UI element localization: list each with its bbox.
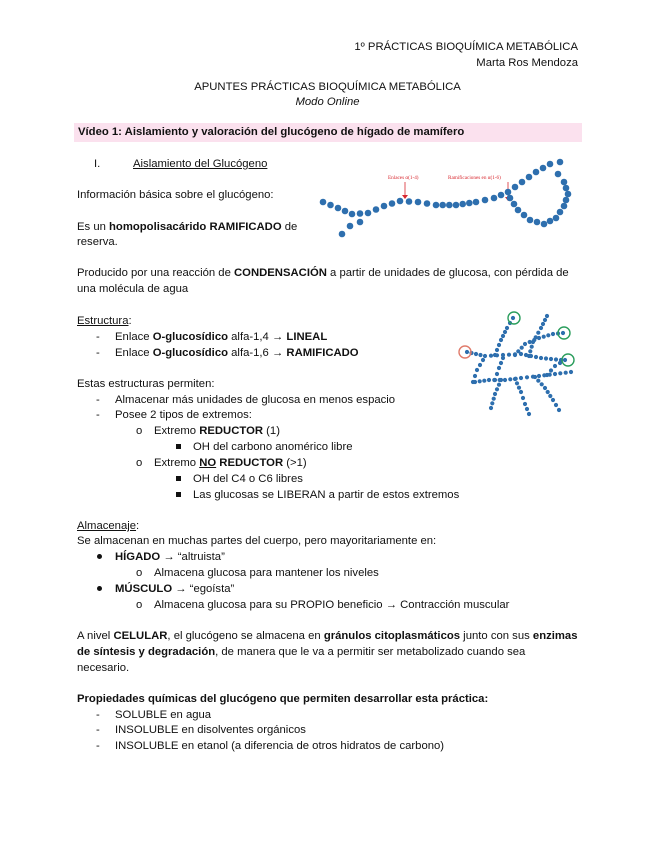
glucose-unit: [554, 357, 558, 361]
glucose-unit: [558, 361, 562, 365]
glucose-unit: [498, 192, 505, 199]
glucose-unit: [564, 371, 568, 375]
properties-heading: Propiedades químicas del glucógeno que permiten desarrollar esta práctica:: [77, 693, 489, 705]
glucose-unit: [453, 202, 460, 209]
glucose-unit: [519, 179, 526, 186]
glucose-unit: [553, 215, 560, 222]
storage-liver: HÍGADO → “altruista”: [115, 551, 225, 563]
glucose-unit: [320, 199, 327, 206]
glucose-unit: [473, 374, 477, 378]
label-alpha16: Ramificaciones en α(1-6): [448, 175, 501, 181]
glucose-unit: [481, 358, 485, 362]
glucose-unit: [557, 159, 564, 166]
subsection-number: I.: [94, 158, 101, 170]
glucose-unit: [565, 191, 572, 198]
page-title: APUNTES PRÁCTICAS BIOQUÍMICA METABÓLICA: [194, 81, 461, 93]
glucose-unit: [557, 408, 561, 412]
glucose-unit: [415, 199, 422, 206]
property-item-1: SOLUBLE en agua: [115, 709, 212, 721]
header-course: 1º PRÁCTICAS BIOQUÍMICA METABÓLICA: [354, 41, 578, 53]
glucose-unit: [546, 390, 550, 394]
glucose-unit: [501, 356, 505, 360]
glucose-unit: [528, 349, 532, 353]
glucose-unit: [517, 386, 521, 390]
glucose-unit: [503, 378, 507, 382]
glucose-unit: [508, 377, 512, 381]
glucose-unit: [473, 199, 480, 206]
condensation-line1: Producido por una reacción de CONDENSACIÓN a partir de unidades de glucosa, con pérdida de: [77, 267, 569, 279]
glucose-unit: [546, 333, 550, 337]
permit-item-1: Almacenar más unidades de glucosa en menos espacio: [115, 394, 396, 406]
glucose-unit: [489, 354, 493, 358]
subsection-label: Aislamiento del Glucógeno: [133, 158, 268, 170]
glucose-unit: [501, 334, 505, 338]
glucose-unit: [549, 368, 553, 372]
dash-marker: -: [96, 394, 100, 406]
glucose-unit: [513, 353, 517, 357]
square-bullet: [176, 488, 181, 503]
glucose-unit: [531, 340, 535, 344]
glucose-unit: [491, 195, 498, 202]
glucose-unit: [492, 397, 496, 401]
glucose-unit: [478, 353, 482, 357]
glucose-unit: [490, 401, 494, 405]
glucose-unit: [527, 217, 534, 224]
glucose-unit: [439, 202, 446, 209]
glucose-unit: [406, 198, 413, 205]
glucose-units: [320, 159, 572, 238]
glycogen-chain-figure: [318, 158, 573, 244]
cellular-line-2: de síntesis y degradación, de manera que le va a permitir ser metabolizado cuando sea: [77, 646, 526, 658]
glucose-unit: [543, 386, 547, 390]
dash-marker: -: [96, 740, 100, 752]
glucose-unit: [493, 378, 497, 382]
glucose-unit: [495, 348, 499, 352]
glucose-unit: [499, 361, 503, 365]
homopoly-line1: Es un homopolisacárido RAMIFICADO de: [77, 221, 298, 233]
glucose-unit: [397, 198, 404, 205]
storage-intro: Se almacenan en muchas partes del cuerpo, pero mayoritariamente en:: [77, 535, 437, 547]
glucose-unit: [554, 403, 558, 407]
glucose-unit: [539, 326, 543, 330]
glucose-unit: [533, 169, 540, 176]
storage-liver-sub: Almacena glucosa para mantener los niveles: [154, 567, 379, 579]
square-bullet: [176, 440, 181, 455]
permit-heading: Estas estructuras permiten:: [77, 378, 215, 390]
glucose-unit: [446, 202, 453, 209]
glucose-unit: [534, 219, 541, 226]
glucose-unit: [548, 394, 552, 398]
glucose-unit: [497, 343, 501, 347]
glucose-unit: [474, 352, 478, 356]
glucose-unit: [525, 375, 529, 379]
glucose-unit: [537, 374, 541, 378]
page-subtitle: Modo Online: [295, 96, 360, 108]
glucose-unit: [551, 332, 555, 336]
glucose-unit: [540, 382, 544, 386]
structure-item-1: Enlace O-glucosídico alfa-1,4 → LINEAL: [115, 331, 328, 343]
glucose-unit: [471, 380, 475, 384]
glucose-unit: [545, 314, 549, 318]
glucose-unit: [357, 210, 364, 217]
glucose-unit: [541, 322, 545, 326]
glucose-unit: [505, 189, 512, 196]
glucose-unit: [540, 165, 547, 172]
round-bullet: [97, 582, 102, 597]
glucose-unit: [482, 379, 486, 383]
cellular-line-1: A nivel CELULAR, el glucógeno se almacena en gránulos citoplasmáticos junto con sus enzimas: [77, 630, 578, 642]
glucose-unit: [553, 364, 557, 368]
glucose-unit: [555, 171, 562, 178]
glucose-unit: [497, 366, 501, 370]
glucose-unit: [515, 381, 519, 385]
glycogen-branched-figure: [455, 300, 580, 420]
glucose-unit: [373, 206, 380, 213]
reductor-item: Extremo REDUCTOR (1): [154, 425, 280, 437]
glucose-unit: [433, 202, 440, 209]
dash-marker: -: [96, 409, 100, 421]
property-item-2: INSOLUBLE en disolventes orgánicos: [115, 724, 306, 736]
glucose-unit: [527, 354, 531, 358]
arrowhead-alpha14: [402, 195, 408, 199]
glucose-unit: [525, 407, 529, 411]
o-marker: o: [136, 425, 143, 437]
glucose-unit: [515, 207, 522, 214]
glucose-unit: [526, 174, 533, 181]
section-title: Vídeo 1: Aislamiento y valoración del glucógeno de hígado de mamífero: [74, 123, 582, 142]
dash-marker: -: [96, 724, 100, 736]
glucose-unit: [483, 354, 487, 358]
glucose-unit: [521, 396, 525, 400]
branched-glucose-units: [465, 314, 573, 416]
property-item-3: INSOLUBLE en etanol (a diferencia de otros hidratos de carbono): [115, 740, 445, 752]
glucose-unit: [493, 353, 497, 357]
glucose-unit: [542, 335, 546, 339]
glucose-unit: [527, 412, 531, 416]
round-bullet: [97, 550, 102, 565]
glucose-unit: [563, 358, 567, 362]
no-reductor-sub-2: Las glucosas se LIBERAN a partir de estos extremos: [193, 489, 460, 501]
glucose-unit: [475, 368, 479, 372]
o-marker: o: [136, 567, 143, 579]
glucose-unit: [465, 350, 469, 354]
glucose-unit: [544, 356, 548, 360]
glucose-unit: [339, 231, 346, 238]
glucose-unit: [507, 195, 514, 202]
o-marker: o: [136, 457, 143, 469]
homopoly-line2: reserva.: [77, 236, 118, 248]
glucose-unit: [545, 373, 549, 377]
glucose-unit: [482, 197, 489, 204]
glucose-unit: [519, 376, 523, 380]
square-bullet: [176, 472, 181, 487]
intro-text: Información básica sobre el glucógeno:: [77, 189, 274, 201]
glucose-unit: [489, 406, 493, 410]
glucose-unit: [547, 161, 554, 168]
glucose-unit: [561, 331, 565, 335]
glucose-unit: [495, 387, 499, 391]
glucose-unit: [466, 200, 473, 207]
glucose-unit: [505, 326, 509, 330]
glucose-unit: [495, 372, 499, 376]
glucose-unit: [558, 371, 562, 375]
storage-muscle: MÚSCULO → “egoísta”: [115, 583, 235, 595]
glucose-unit: [520, 346, 524, 350]
header-author: Marta Ros Mendoza: [476, 57, 578, 69]
glucose-unit: [507, 353, 511, 357]
glucose-unit: [534, 335, 538, 339]
glucose-unit: [511, 201, 518, 208]
glucose-unit: [561, 203, 568, 210]
glucose-unit: [327, 202, 334, 209]
glucose-unit: [536, 379, 540, 383]
glucose-unit: [533, 375, 537, 379]
glucose-unit: [539, 356, 543, 360]
glucose-unit: [551, 398, 555, 402]
glucose-unit: [459, 201, 466, 208]
glucose-unit: [523, 342, 527, 346]
structure-heading: Estructura:: [77, 315, 132, 327]
glucose-unit: [357, 219, 364, 226]
o-marker: o: [136, 599, 143, 611]
glucose-unit: [497, 383, 501, 387]
no-reductor-item: Extremo NO REDUCTOR (>1): [154, 457, 307, 469]
glucose-unit: [342, 208, 349, 215]
glucose-unit: [523, 402, 527, 406]
glucose-unit: [536, 331, 540, 335]
glucose-unit: [335, 205, 342, 212]
permit-item-2: Posee 2 tipos de extremos:: [115, 409, 252, 421]
glucose-unit: [557, 209, 564, 216]
glucose-unit: [365, 210, 372, 217]
glucose-unit: [493, 392, 497, 396]
glucose-unit: [563, 197, 570, 204]
glucose-unit: [512, 184, 519, 191]
storage-muscle-sub: Almacena glucosa para su PROPIO beneficio → Contracción muscular: [154, 599, 510, 611]
glucose-unit: [499, 338, 503, 342]
glucose-unit: [478, 363, 482, 367]
glucose-unit: [553, 372, 557, 376]
glucose-unit: [516, 349, 520, 353]
glucose-unit: [530, 345, 534, 349]
glucose-unit: [569, 370, 573, 374]
glucose-unit: [424, 200, 431, 207]
glucose-unit: [499, 378, 503, 382]
glucose-unit: [478, 379, 482, 383]
glucose-unit: [534, 355, 538, 359]
glucose-unit: [543, 318, 547, 322]
glucose-unit: [519, 390, 523, 394]
glucose-unit: [487, 378, 491, 382]
glucose-unit: [511, 316, 515, 320]
glucose-unit: [563, 185, 570, 192]
glucose-unit: [547, 218, 554, 225]
glucose-unit: [389, 200, 396, 207]
dash-marker: -: [96, 347, 100, 359]
structure-item-2: Enlace O-glucosídico alfa-1,6 → RAMIFICADO: [115, 347, 359, 359]
glucose-unit: [541, 221, 548, 228]
glucose-unit: [503, 330, 507, 334]
glucose-unit: [549, 357, 553, 361]
label-alpha14: Enlaces α(1-4): [388, 175, 419, 181]
glucose-unit: [347, 223, 354, 230]
glucose-unit: [561, 179, 568, 186]
condensation-line2: una molécula de agua: [77, 283, 189, 295]
glucose-unit: [513, 377, 517, 381]
glucose-unit: [521, 212, 528, 219]
storage-heading: Almacenaje:: [77, 520, 140, 532]
cellular-line-3: necesario.: [77, 662, 130, 674]
no-reductor-sub-1: OH del C4 o C6 libres: [193, 473, 303, 485]
glucose-unit: [381, 203, 388, 210]
reductor-sub: OH del carbono anomérico libre: [193, 441, 353, 453]
glucose-unit: [349, 211, 356, 218]
dash-marker: -: [96, 331, 100, 343]
dash-marker: -: [96, 709, 100, 721]
